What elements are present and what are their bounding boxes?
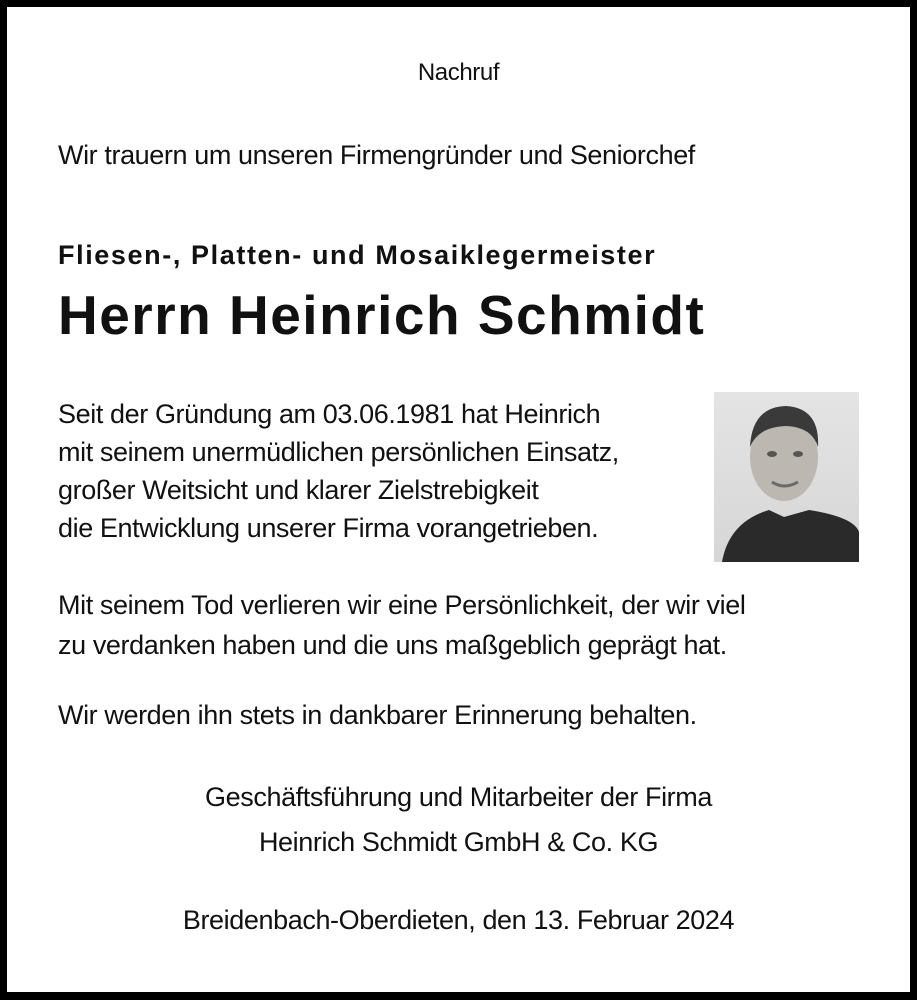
paragraph-line: Seit der Gründung am 03.06.1981 hat Heinrich: [58, 399, 601, 429]
profession-title: Fliesen-, Platten- und Mosaiklegermeister: [58, 240, 657, 270]
paragraph-line: Wir werden ihn stets in dankbarer Erinnerung behalten.: [58, 700, 697, 730]
signature-line: Geschäftsführung und Mitarbeiter der Firma: [205, 782, 712, 812]
heading: Nachruf: [417, 59, 500, 86]
place-date: Breidenbach-Oberdieten, den 13. Februar 2024: [182, 905, 735, 935]
paragraph-line: Mit seinem Tod verlieren wir eine Persönlichkeit, der wir viel: [58, 590, 746, 620]
deceased-name: Herrn Heinrich Schmidt: [58, 284, 706, 346]
paragraph-line: die Entwicklung unserer Firma vorangetrieben.: [58, 513, 599, 543]
portrait-photo: [714, 392, 859, 562]
paragraph-line: mit seinem unermüdlichen persönlichen Einsatz,: [58, 437, 619, 467]
signature-line: Heinrich Schmidt GmbH & Co. KG: [258, 827, 659, 857]
paragraph-line: großer Weitsicht und klarer Zielstrebigkeit: [58, 475, 539, 505]
paragraph-line: zu verdanken haben und die uns maßgeblich geprägt hat.: [58, 630, 727, 660]
intro-text: Wir trauern um unseren Firmengründer und Seniorchef: [58, 140, 695, 170]
